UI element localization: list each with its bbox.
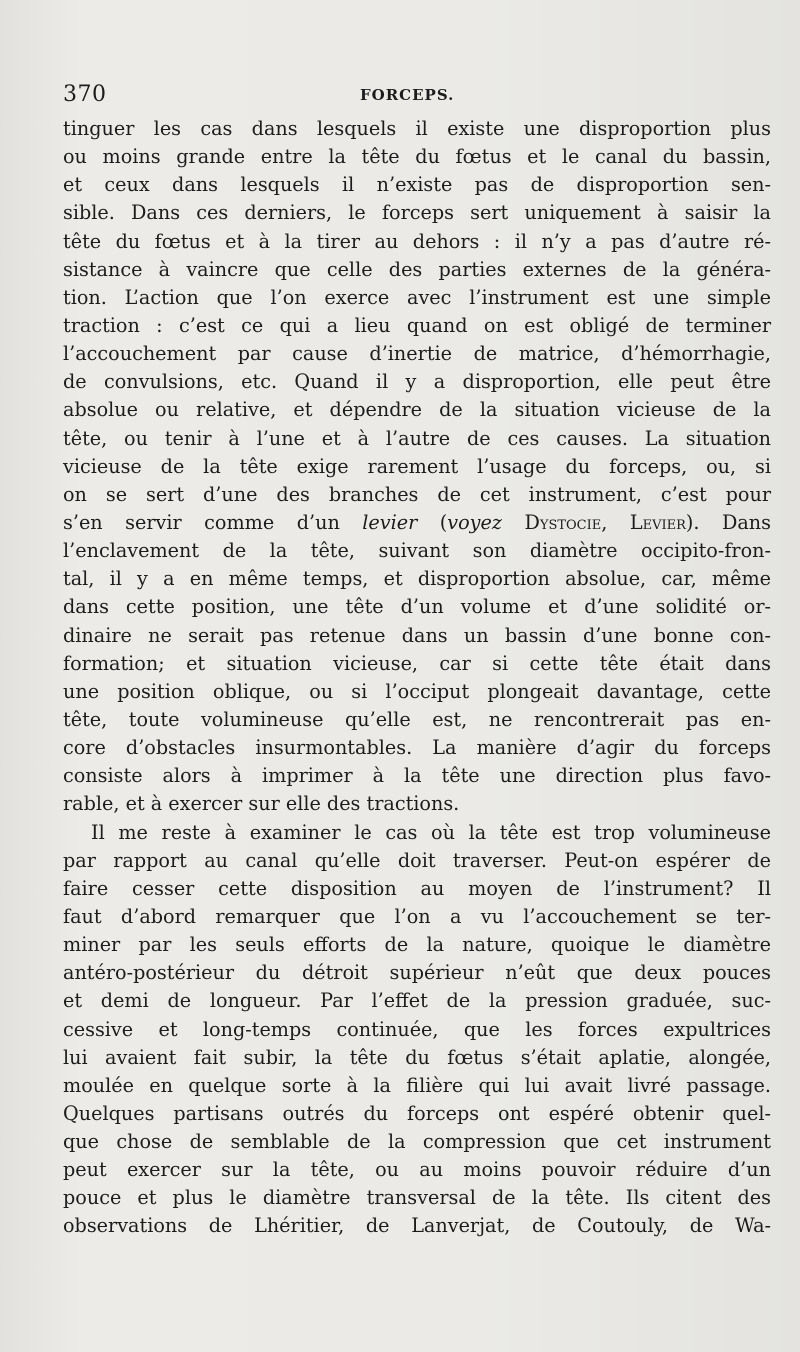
text-line: faut d’abord remarquer que l’on a vu l’accouchement se ter- <box>63 904 771 928</box>
text-line: peut exercer sur la tête, ou au moins pouvoir réduire d’un <box>63 1158 771 1182</box>
text-line: faire cesser cette disposition au moyen de l’instrument? Il <box>63 876 771 900</box>
text-line: de convulsions, etc. Quand il y a disproportion, elle peut être <box>63 370 771 394</box>
text-line: observations de Lhéritier, de Lanverjat, de Coutouly, de Wa- <box>63 1214 771 1238</box>
text-line: sible. Dans ces derniers, le forceps sert uniquement à saisir la <box>63 201 771 225</box>
text-line: l’accouchement par cause d’inertie de matrice, d’hémorrhagie, <box>63 342 771 366</box>
text-line: lui avaient fait subir, la tête du fœtus s’était aplatie, alongée, <box>63 1045 771 1069</box>
text-line: tête du fœtus et à la tirer au dehors : il n’y a pas d’autre ré- <box>63 229 771 253</box>
text-line-mixed <box>63 509 771 537</box>
text-line: que chose de semblable de la compression que cet instrument <box>63 1130 771 1154</box>
page-number: 370 <box>63 82 107 107</box>
text-run: , <box>601 510 630 534</box>
text-run: ). Dans <box>685 510 771 534</box>
italic-word: voyez <box>447 510 502 534</box>
text-line: formation; et situation vicieuse, car si cette tête était dans <box>63 651 771 675</box>
text-line: une position oblique, ou si l’occiput plongeait davantage, cette <box>63 679 771 703</box>
italic-word: levier <box>362 510 418 534</box>
cross-reference: Dystocie <box>501 510 602 534</box>
text-line: dans cette position, une tête d’un volume et d’une solidité or- <box>63 595 771 619</box>
page-header <box>63 82 763 112</box>
paragraph-first-line: Il me reste à examiner le cas où la tête est trop volumineuse <box>91 820 771 844</box>
text-line: l’enclavement de la tête, suivant son diamètre occipito-fron- <box>63 539 771 563</box>
text-line: pouce et plus le diamètre transversal de la tête. Ils citent des <box>63 1186 771 1210</box>
text-line: consiste alors à imprimer à la tête une direction plus favo- <box>63 764 771 788</box>
text-line: dinaire ne serait pas retenue dans un bassin d’une bonne con- <box>63 623 771 647</box>
text-line: cessive et long-temps continuée, que les forces expultrices <box>63 1017 771 1041</box>
text-line: tête, ou tenir à l’une et à l’autre de ces causes. La situation <box>63 426 771 450</box>
text-line: rable, et à exercer sur elle des tractions. <box>63 792 460 816</box>
text-line: tinguer les cas dans lesquels il existe une disproportion plus <box>63 117 771 140</box>
text-line: antéro-postérieur du détroit supérieur n’eût que deux pouces <box>63 961 771 985</box>
text-line: et ceux dans lesquels il n’existe pas de disproportion sen- <box>63 173 771 197</box>
text-line: moulée en quelque sorte à la filière qui lui avait livré passage. <box>63 1073 771 1097</box>
text-line: ou moins grande entre la tête du fœtus et le canal du bassin, <box>63 145 771 169</box>
text-line: tal, il y a en même temps, et disproportion absolue, car, même <box>63 567 771 591</box>
text-line: core d’obstacles insurmontables. La manière d’agir du forceps <box>63 736 771 760</box>
text-line: sistance à vaincre que celle des parties externes de la généra- <box>63 257 771 281</box>
text-line: traction : c’est ce qui a lieu quand on est obligé de terminer <box>63 313 771 337</box>
running-head: FORCEPS. <box>360 86 455 104</box>
text-line: on se sert d’une des branches de cet instrument, c’est pour <box>63 482 771 506</box>
text-line: par rapport au canal qu’elle doit traverser. Peut-on espérer de <box>63 848 771 872</box>
text-run: ( <box>417 510 448 534</box>
body-text <box>63 115 771 1241</box>
text-line: miner par les seuls efforts de la nature, quoique le diamètre <box>63 933 771 957</box>
text-run: s’en servir comme d’un <box>63 510 363 534</box>
text-line: vicieuse de la tête exige rarement l’usage du forceps, ou, si <box>63 454 771 478</box>
cross-reference: Levier <box>629 510 686 534</box>
text-line: absolue ou relative, et dépendre de la situation vicieuse de la <box>63 398 771 422</box>
text-line: Quelques partisans outrés du forceps ont espéré obtenir quel- <box>63 1101 771 1125</box>
text-line: tion. L’action que l’on exerce avec l’instrument est une simple <box>63 285 771 309</box>
text-line: tête, toute volumineuse qu’elle est, ne rencontrerait pas en- <box>63 707 771 731</box>
text-line: et demi de longueur. Par l’effet de la pression graduée, suc- <box>63 989 771 1013</box>
